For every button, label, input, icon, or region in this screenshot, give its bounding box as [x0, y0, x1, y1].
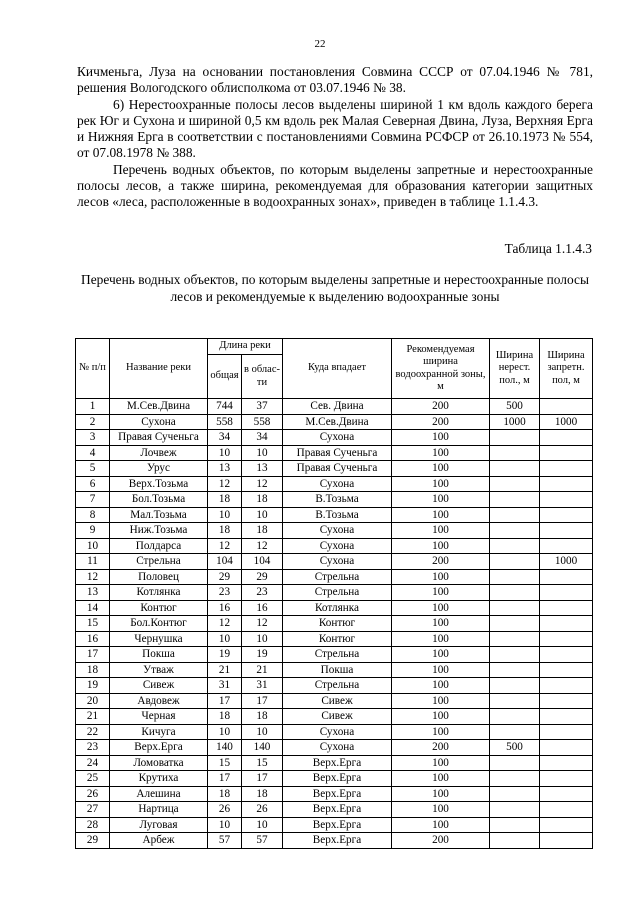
cell-spawn: [490, 476, 540, 492]
cell-mouth: Контюг: [283, 631, 392, 647]
cell-region: 10: [242, 507, 283, 523]
cell-spawn: [490, 786, 540, 802]
cell-region: 104: [242, 554, 283, 570]
cell-name: Сухона: [110, 414, 208, 430]
cell-forbid: [540, 523, 593, 539]
cell-zone: 100: [392, 507, 490, 523]
header-total: общая: [208, 355, 242, 399]
cell-name: Бол.Контюг: [110, 616, 208, 632]
cell-total: 17: [208, 693, 242, 709]
cell-zone: 100: [392, 430, 490, 446]
paragraph: Кичменьга, Луза на основании постановления Совмина СССР от 07.04.1946 № 781, решения Вологодского облисполкома от 03.07.1946 № 38.: [77, 64, 593, 96]
cell-zone: 100: [392, 445, 490, 461]
table-row: [76, 802, 593, 818]
cell-region: 21: [242, 662, 283, 678]
cell-mouth: Верх.Ерга: [283, 786, 392, 802]
cell-total: 104: [208, 554, 242, 570]
cell-name: Стрельна: [110, 554, 208, 570]
cell-forbid: [540, 678, 593, 694]
cell-zone: 100: [392, 569, 490, 585]
cell-name: Верх.Ерга: [110, 740, 208, 756]
cell-num: 4: [76, 445, 110, 461]
table-row: [76, 755, 593, 771]
cell-name: Ломоватка: [110, 755, 208, 771]
cell-zone: 100: [392, 492, 490, 508]
cell-region: 140: [242, 740, 283, 756]
cell-mouth: Правая Сученьга: [283, 461, 392, 477]
cell-name: Ниж.Тозьма: [110, 523, 208, 539]
cell-zone: 100: [392, 709, 490, 725]
cell-num: 10: [76, 538, 110, 554]
cell-forbid: [540, 585, 593, 601]
cell-region: 18: [242, 492, 283, 508]
cell-name: Урус: [110, 461, 208, 477]
table-row: [76, 461, 593, 477]
cell-forbid: 1000: [540, 554, 593, 570]
cell-region: 12: [242, 616, 283, 632]
cell-region: 10: [242, 817, 283, 833]
cell-mouth: Сивеж: [283, 709, 392, 725]
table-row: [76, 616, 593, 632]
cell-name: Алешина: [110, 786, 208, 802]
cell-total: 26: [208, 802, 242, 818]
cell-forbid: [540, 507, 593, 523]
cell-total: 10: [208, 724, 242, 740]
cell-total: 18: [208, 709, 242, 725]
cell-name: Мал.Тозьма: [110, 507, 208, 523]
cell-forbid: [540, 755, 593, 771]
cell-region: 10: [242, 631, 283, 647]
cell-zone: 100: [392, 678, 490, 694]
cell-spawn: [490, 802, 540, 818]
cell-num: 12: [76, 569, 110, 585]
cell-forbid: [540, 600, 593, 616]
cell-spawn: [490, 461, 540, 477]
table-row: [76, 523, 593, 539]
cell-name: Нартица: [110, 802, 208, 818]
cell-zone: 100: [392, 600, 490, 616]
header-length: Длина реки: [208, 339, 283, 355]
table-row: [76, 414, 593, 430]
cell-total: 34: [208, 430, 242, 446]
cell-mouth: Верх.Ерга: [283, 755, 392, 771]
cell-spawn: 500: [490, 399, 540, 415]
header-forbid: Ширина запретн. пол, м: [540, 339, 593, 399]
paragraph: 6) Нерестоохранные полосы лесов выделены шириной 1 км вдоль каждого берега рек Юг и Сухона и шириной 0,5 км вдоль рек Малая Северная Двина, Луза, Верхняя Ерга и Нижняя Ерга в соответствии с постановлениями Совмина РСФСР от 26.10.1973 № 554, от 07.08.1978 № 388.: [77, 96, 593, 161]
rivers-table: [75, 338, 593, 849]
cell-spawn: [490, 507, 540, 523]
table-row: [76, 786, 593, 802]
table-title: Перечень водных объектов, по которым выделены запретные и нерестоохранные полосы лесов и рекомендуемые к выделению водоохранные зоны: [81, 272, 589, 304]
cell-spawn: [490, 585, 540, 601]
cell-region: 13: [242, 461, 283, 477]
cell-name: Половец: [110, 569, 208, 585]
cell-total: 13: [208, 461, 242, 477]
cell-spawn: [490, 662, 540, 678]
cell-forbid: [540, 445, 593, 461]
cell-mouth: В.Тозьма: [283, 507, 392, 523]
cell-total: 23: [208, 585, 242, 601]
cell-mouth: Верх.Ерга: [283, 802, 392, 818]
cell-num: 24: [76, 755, 110, 771]
cell-region: 26: [242, 802, 283, 818]
cell-name: Луговая: [110, 817, 208, 833]
cell-spawn: [490, 538, 540, 554]
cell-name: Крутиха: [110, 771, 208, 787]
cell-mouth: Правая Сученьга: [283, 445, 392, 461]
table-row: [76, 771, 593, 787]
cell-name: Авдовеж: [110, 693, 208, 709]
cell-total: 18: [208, 523, 242, 539]
table-row: [76, 647, 593, 663]
cell-region: 16: [242, 600, 283, 616]
cell-spawn: [490, 724, 540, 740]
cell-num: 21: [76, 709, 110, 725]
header-zone: Рекомендуемая ширина водоохранной зоны, м: [392, 339, 490, 399]
cell-num: 17: [76, 647, 110, 663]
table-row: [76, 817, 593, 833]
cell-region: 29: [242, 569, 283, 585]
cell-forbid: [540, 740, 593, 756]
cell-num: 19: [76, 678, 110, 694]
cell-spawn: [490, 523, 540, 539]
cell-region: 18: [242, 523, 283, 539]
table-row: [76, 709, 593, 725]
table-row: [76, 492, 593, 508]
cell-total: 12: [208, 538, 242, 554]
cell-name: Чернушка: [110, 631, 208, 647]
cell-forbid: [540, 771, 593, 787]
cell-num: 20: [76, 693, 110, 709]
cell-num: 14: [76, 600, 110, 616]
cell-forbid: [540, 833, 593, 849]
cell-zone: 100: [392, 523, 490, 539]
cell-num: 11: [76, 554, 110, 570]
cell-num: 7: [76, 492, 110, 508]
cell-name: Кичуга: [110, 724, 208, 740]
cell-forbid: 1000: [540, 414, 593, 430]
cell-forbid: [540, 476, 593, 492]
table-row: [76, 740, 593, 756]
cell-name: Покша: [110, 647, 208, 663]
cell-num: 8: [76, 507, 110, 523]
cell-name: Контюг: [110, 600, 208, 616]
cell-zone: 100: [392, 662, 490, 678]
cell-total: 558: [208, 414, 242, 430]
cell-spawn: [490, 445, 540, 461]
cell-zone: 100: [392, 755, 490, 771]
table-row: [76, 724, 593, 740]
cell-mouth: Сивеж: [283, 693, 392, 709]
table-row: [76, 600, 593, 616]
table-row: [76, 693, 593, 709]
cell-total: 29: [208, 569, 242, 585]
cell-num: 6: [76, 476, 110, 492]
cell-region: 31: [242, 678, 283, 694]
cell-total: 12: [208, 476, 242, 492]
cell-zone: 200: [392, 554, 490, 570]
cell-spawn: 1000: [490, 414, 540, 430]
header-region: в облас-ти: [242, 355, 283, 399]
cell-total: 10: [208, 631, 242, 647]
cell-zone: 100: [392, 724, 490, 740]
table-row: [76, 476, 593, 492]
cell-region: 57: [242, 833, 283, 849]
page-number: 22: [314, 38, 326, 50]
cell-name: Лочвеж: [110, 445, 208, 461]
cell-mouth: Сухона: [283, 554, 392, 570]
cell-name: Сивеж: [110, 678, 208, 694]
cell-forbid: [540, 662, 593, 678]
cell-mouth: Стрельна: [283, 585, 392, 601]
cell-num: 9: [76, 523, 110, 539]
cell-num: 23: [76, 740, 110, 756]
cell-zone: 100: [392, 616, 490, 632]
cell-name: М.Сев.Двина: [110, 399, 208, 415]
cell-mouth: М.Сев.Двина: [283, 414, 392, 430]
table-row: [76, 569, 593, 585]
cell-spawn: [490, 554, 540, 570]
header-mouth: Куда впадает: [283, 339, 392, 399]
cell-forbid: [540, 430, 593, 446]
cell-num: 16: [76, 631, 110, 647]
cell-forbid: [540, 569, 593, 585]
cell-spawn: [490, 631, 540, 647]
cell-spawn: [490, 430, 540, 446]
cell-zone: 100: [392, 647, 490, 663]
cell-name: Котлянка: [110, 585, 208, 601]
cell-forbid: [540, 461, 593, 477]
cell-mouth: Сухона: [283, 430, 392, 446]
cell-name: Утваж: [110, 662, 208, 678]
cell-mouth: Сухона: [283, 523, 392, 539]
cell-total: 19: [208, 647, 242, 663]
cell-total: 744: [208, 399, 242, 415]
cell-zone: 100: [392, 771, 490, 787]
cell-forbid: [540, 709, 593, 725]
cell-zone: 200: [392, 740, 490, 756]
cell-mouth: Покша: [283, 662, 392, 678]
cell-zone: 100: [392, 786, 490, 802]
cell-region: 12: [242, 476, 283, 492]
cell-mouth: Контюг: [283, 616, 392, 632]
body-text: [77, 64, 593, 211]
cell-total: 17: [208, 771, 242, 787]
table-row: [76, 507, 593, 523]
cell-forbid: [540, 399, 593, 415]
cell-region: 10: [242, 445, 283, 461]
cell-region: 17: [242, 771, 283, 787]
cell-spawn: [490, 569, 540, 585]
cell-region: 12: [242, 538, 283, 554]
cell-region: 23: [242, 585, 283, 601]
cell-total: 15: [208, 755, 242, 771]
cell-num: 27: [76, 802, 110, 818]
cell-spawn: [490, 600, 540, 616]
cell-mouth: Котлянка: [283, 600, 392, 616]
table-row: [76, 399, 593, 415]
cell-num: 29: [76, 833, 110, 849]
cell-total: 31: [208, 678, 242, 694]
cell-region: 19: [242, 647, 283, 663]
cell-region: 18: [242, 709, 283, 725]
cell-spawn: [490, 833, 540, 849]
cell-total: 21: [208, 662, 242, 678]
cell-total: 10: [208, 507, 242, 523]
cell-mouth: Сухона: [283, 538, 392, 554]
cell-spawn: [490, 616, 540, 632]
cell-mouth: Стрельна: [283, 678, 392, 694]
cell-forbid: [540, 693, 593, 709]
cell-mouth: Стрельна: [283, 647, 392, 663]
cell-total: 12: [208, 616, 242, 632]
cell-zone: 100: [392, 693, 490, 709]
cell-total: 57: [208, 833, 242, 849]
cell-forbid: [540, 492, 593, 508]
cell-name: Бол.Тозьма: [110, 492, 208, 508]
cell-zone: 100: [392, 817, 490, 833]
cell-mouth: Верх.Ерга: [283, 771, 392, 787]
cell-total: 140: [208, 740, 242, 756]
cell-total: 18: [208, 492, 242, 508]
cell-spawn: [490, 771, 540, 787]
cell-region: 18: [242, 786, 283, 802]
cell-forbid: [540, 647, 593, 663]
cell-spawn: [490, 693, 540, 709]
cell-mouth: Сухона: [283, 476, 392, 492]
cell-name: Верх.Тозьма: [110, 476, 208, 492]
cell-name: Правая Сученьга: [110, 430, 208, 446]
cell-spawn: [490, 492, 540, 508]
cell-total: 10: [208, 817, 242, 833]
header-spawn: Ширина нерест. пол., м: [490, 339, 540, 399]
cell-region: 15: [242, 755, 283, 771]
cell-zone: 100: [392, 802, 490, 818]
table-row: [76, 585, 593, 601]
cell-name: Черная: [110, 709, 208, 725]
cell-zone: 100: [392, 631, 490, 647]
cell-zone: 200: [392, 399, 490, 415]
table-row: [76, 678, 593, 694]
table-row: [76, 631, 593, 647]
cell-region: 37: [242, 399, 283, 415]
cell-spawn: 500: [490, 740, 540, 756]
cell-forbid: [540, 616, 593, 632]
header-num: № п/п: [76, 339, 110, 399]
cell-zone: 200: [392, 833, 490, 849]
cell-num: 3: [76, 430, 110, 446]
cell-forbid: [540, 538, 593, 554]
cell-num: 15: [76, 616, 110, 632]
cell-region: 558: [242, 414, 283, 430]
cell-mouth: Верх.Ерга: [283, 817, 392, 833]
cell-total: 16: [208, 600, 242, 616]
cell-zone: 100: [392, 585, 490, 601]
cell-forbid: [540, 724, 593, 740]
cell-spawn: [490, 647, 540, 663]
cell-spawn: [490, 817, 540, 833]
header-name: Название реки: [110, 339, 208, 399]
cell-mouth: Сухона: [283, 724, 392, 740]
cell-zone: 200: [392, 414, 490, 430]
cell-total: 18: [208, 786, 242, 802]
cell-num: 28: [76, 817, 110, 833]
cell-num: 25: [76, 771, 110, 787]
cell-num: 26: [76, 786, 110, 802]
cell-mouth: В.Тозьма: [283, 492, 392, 508]
cell-num: 1: [76, 399, 110, 415]
cell-name: Арбеж: [110, 833, 208, 849]
cell-region: 10: [242, 724, 283, 740]
cell-num: 22: [76, 724, 110, 740]
cell-region: 17: [242, 693, 283, 709]
cell-num: 13: [76, 585, 110, 601]
cell-num: 2: [76, 414, 110, 430]
table-row: [76, 833, 593, 849]
table-row: [76, 554, 593, 570]
cell-forbid: [540, 631, 593, 647]
cell-name: Полдарса: [110, 538, 208, 554]
table-row: [76, 445, 593, 461]
cell-num: 18: [76, 662, 110, 678]
cell-mouth: Сухона: [283, 740, 392, 756]
table-row: [76, 538, 593, 554]
cell-spawn: [490, 709, 540, 725]
cell-zone: 100: [392, 538, 490, 554]
cell-forbid: [540, 817, 593, 833]
table-row: [76, 430, 593, 446]
table-caption: Таблица 1.1.4.3: [504, 241, 592, 256]
cell-zone: 100: [392, 476, 490, 492]
cell-forbid: [540, 786, 593, 802]
cell-total: 10: [208, 445, 242, 461]
cell-forbid: [540, 802, 593, 818]
cell-mouth: Стрельна: [283, 569, 392, 585]
cell-mouth: Сев. Двина: [283, 399, 392, 415]
paragraph: Перечень водных объектов, по которым выделены запретные и нерестоохранные полосы лесов, а также ширина, рекомендуемая для образования категории защитных лесов «леса, расположенные в водоохранных зонах», приведен в таблице 1.1.4.3.: [77, 161, 593, 210]
cell-mouth: Верх.Ерга: [283, 833, 392, 849]
cell-spawn: [490, 678, 540, 694]
cell-num: 5: [76, 461, 110, 477]
cell-region: 34: [242, 430, 283, 446]
cell-spawn: [490, 755, 540, 771]
table-row: [76, 662, 593, 678]
cell-zone: 100: [392, 461, 490, 477]
